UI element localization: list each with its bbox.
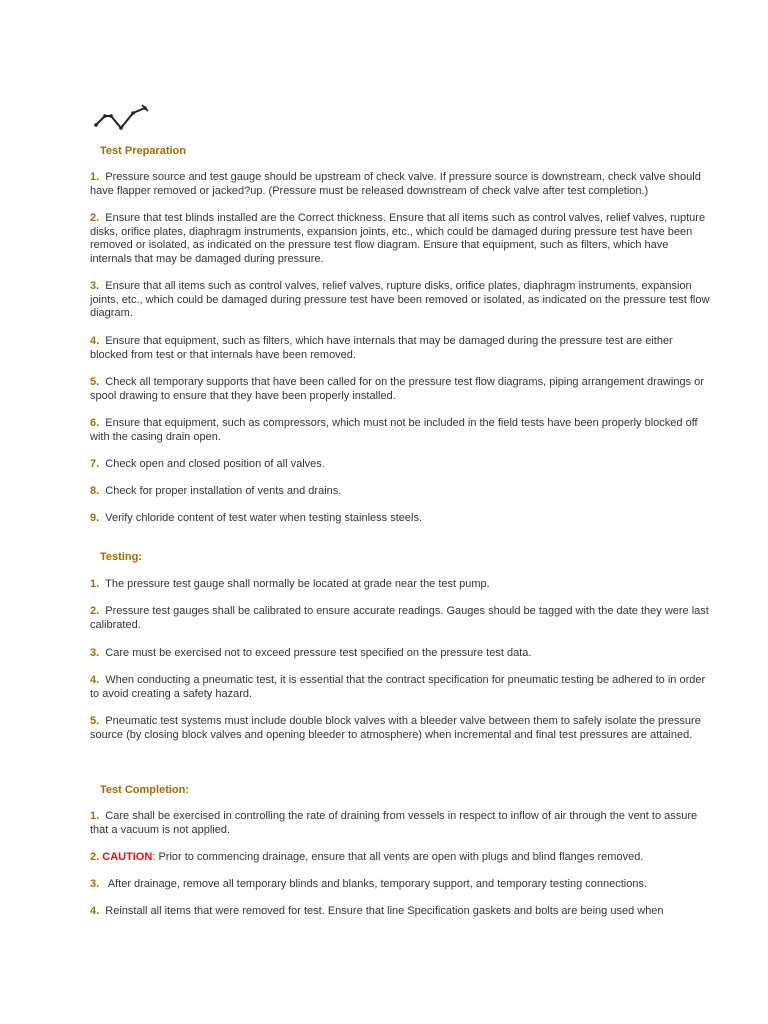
prep-item-8 (90, 485, 341, 499)
item-text: Reinstall all items that were removed for test. Ensure that line Specification gaskets and bolts are being used when (99, 905, 664, 917)
item-number: 8. (90, 485, 100, 497)
caution-label: CAUTION (102, 851, 153, 863)
section-heading-testing: Testing: (100, 551, 142, 563)
item-number: 5. (90, 715, 100, 727)
item-number: 1. (90, 810, 100, 822)
item-number: 1. (90, 171, 100, 183)
prep-item-9 (90, 512, 422, 526)
item-number: 2. (90, 851, 100, 863)
item-number: 3. (90, 280, 100, 292)
item-text: Pressure test gauges shall be calibrated to ensure accurate readings. Gauges should be tagged with the date they were last calibrated. (90, 605, 712, 631)
item-text: When conducting a pneumatic test, it is essential that the contract specification for pneumatic testing be adhered to in order to avoid creating a safety hazard. (90, 674, 709, 700)
item-text: Ensure that equipment, such as filters, which have internals that may be damaged during the pressure test are either blocked from test or that internals have been removed. (90, 335, 676, 361)
item-text: Care must be exercised not to exceed pressure test specified on the pressure test data. (99, 647, 532, 659)
item-number: 2. (90, 605, 100, 617)
completion-item-2 (90, 851, 643, 865)
item-text: Check for proper installation of vents and drains. (99, 485, 342, 497)
prep-item-7 (90, 458, 325, 472)
prep-item-5 (90, 376, 710, 403)
zigzag-logo-icon (93, 103, 153, 131)
item-text: Pressure source and test gauge should be upstream of check valve. If pressure source is downstream, check valve should have flapper removed or jacked?up. (Pressure must be released downstream of check valve after test completion.) (90, 171, 704, 197)
item-text: Ensure that equipment, such as compressors, which must not be included in the field tests have been properly blocked off with the casing drain open. (90, 417, 701, 443)
testing-item-2 (90, 605, 710, 632)
prep-item-2 (90, 212, 710, 266)
testing-item-5 (90, 715, 710, 742)
item-text: Pneumatic test systems must include double block valves with a bleeder valve between them to safely isolate the pressure source (by closing block valves and opening bleeder to atmosphere) when incremental and final test pressures are attained. (90, 715, 704, 741)
item-number: 3. (90, 647, 100, 659)
item-text: Check all temporary supports that have been called for on the pressure test flow diagrams, piping arrangement drawings or spool drawing to ensure that they have been properly installed. (90, 376, 707, 402)
item-number: 7. (90, 458, 100, 470)
item-text: Verify chloride content of test water when testing stainless steels. (99, 512, 423, 524)
item-text: After drainage, remove all temporary blinds and blanks, temporary support, and temporary testing connections. (99, 878, 648, 890)
prep-item-4 (90, 335, 710, 362)
item-number: 4. (90, 905, 100, 917)
item-text: : Prior to commencing drainage, ensure that all vents are open with plugs and blind flanges removed. (152, 851, 644, 863)
item-number: 1. (90, 578, 100, 590)
item-text: Ensure that test blinds installed are the Correct thickness. Ensure that all items such as control valves, relief valves, rupture disks, orifice plates, diaphragm instruments, expansion joints, etc., which could be damaged during pressure test have been removed or isolated, as indicated on the pressure test flow diagram. Ensure that equipment, such as filters, which have internals that may be damaged during pressure. (90, 212, 709, 265)
testing-item-4 (90, 674, 710, 701)
item-number: 5. (90, 376, 100, 388)
testing-item-3 (90, 647, 531, 661)
item-number: 3. (90, 878, 100, 890)
prep-item-1 (90, 171, 710, 198)
item-number: 4. (90, 674, 100, 686)
item-number: 6. (90, 417, 100, 429)
item-text: Check open and closed position of all valves. (99, 458, 325, 470)
prep-item-3 (90, 280, 713, 321)
prep-item-6 (90, 417, 710, 444)
item-number: 9. (90, 512, 100, 524)
completion-item-4 (90, 905, 664, 919)
completion-item-3 (90, 878, 647, 892)
testing-item-1 (90, 578, 490, 592)
item-text: Ensure that all items such as control valves, relief valves, rupture disks, orifice plates, diaphragm instruments, expansion joints, etc., which could be damaged during pressure test have been removed or isolated, as indicated on the pressure test flow diagram. (90, 280, 713, 320)
item-text: The pressure test gauge shall normally be located at grade near the test pump. (99, 578, 490, 590)
item-number: 4. (90, 335, 100, 347)
item-number: 2. (90, 212, 100, 224)
section-heading-test-preparation: Test Preparation (100, 145, 186, 157)
completion-item-1 (90, 810, 710, 837)
item-text: Care shall be exercised in controlling the rate of draining from vessels in respect to inflow of air through the vent to assure that a vacuum is not applied. (90, 810, 701, 836)
section-heading-test-completion: Test Completion: (100, 784, 190, 796)
